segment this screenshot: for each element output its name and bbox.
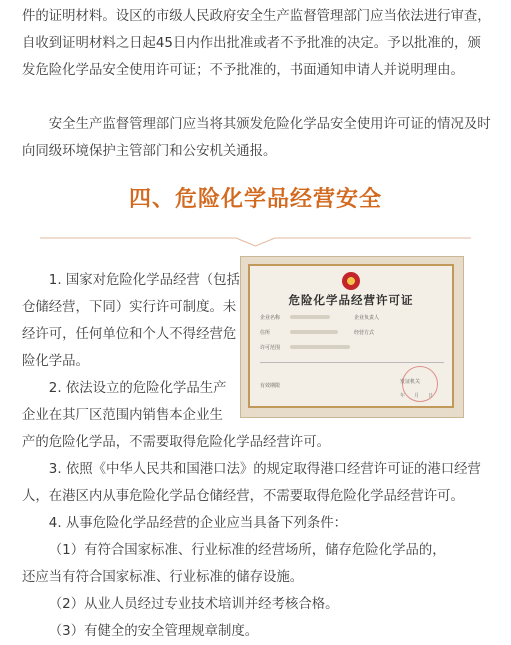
cert-year: 年	[400, 393, 406, 399]
item-1: 1. 国家对危险化学品经营（包括仓储经营，下同）实行许可制度。未经许可，任何单位和个人不得经营危险化学品。	[22, 273, 240, 369]
cert-field-issuer: 发证机关	[400, 379, 421, 385]
cert-blurred-value	[290, 330, 338, 334]
item-2-tail: 产的危险化学品，不需要取得危险化学品经营许可。	[22, 435, 330, 450]
cert-rule	[260, 362, 444, 363]
national-emblem-icon	[342, 272, 360, 290]
item-2-head: 2. 依法设立的危险化学品生产	[48, 381, 227, 396]
cert-field-head: 企业负责人	[354, 315, 380, 321]
official-seal-icon	[402, 366, 438, 402]
certificate-image	[248, 264, 454, 408]
section-title: 四、危险化学品经营安全	[128, 187, 382, 212]
cert-field-scope: 许可范围	[260, 345, 281, 351]
title-divider	[40, 236, 471, 248]
condition-2: （2）从业人员经过专业技术培训并经考核合格。	[48, 597, 339, 612]
condition-1-cont: 还应当有符合国家标准、行业标准的储存设施。	[22, 570, 304, 585]
certificate-title: 危险化学品经营许可证	[288, 293, 414, 307]
intro-paragraph-2: 安全生产监督管理部门应当将其颁发危险化学品安全使用许可证的情况及时向同级环境保护主管部门和公安机关通报。	[22, 117, 491, 159]
condition-3: （3）有健全的安全管理规章制度。	[48, 624, 259, 639]
item-3: 3. 依照《中华人民共和国港口法》的规定取得港口经营许可证的港口经营人，在港区内从事危险化学品仓储经营，不需要取得危险化学品经营许可。	[22, 462, 481, 504]
cert-day: 日	[428, 393, 434, 399]
condition-1: （1）有符合国家标准、行业标准的经营场所，储存危险化学品的，	[48, 543, 446, 558]
cert-blurred-value	[290, 345, 350, 349]
cert-field-address: 住所	[260, 330, 271, 336]
item-2-line2: 企业在其厂区范围内销售本企业生	[22, 408, 223, 423]
cert-field-name: 企业名称	[260, 315, 281, 321]
intro-paragraph-1: 件的证明材料。设区的市级人民政府安全生产监督管理部门应当依法进行审查，自收到证明材料之日起45日内作出批准或者不予批准的决定。予以批准的，颁发危险化学品安全使用许可证；不予批准的，书面通知申请人并说明理由。	[22, 9, 491, 78]
cert-field-mode: 经营方式	[354, 330, 375, 336]
cert-field-validity: 有效期限	[260, 383, 281, 389]
cert-month: 月	[414, 393, 420, 399]
cert-blurred-value	[290, 315, 330, 319]
item-4: 4. 从事危险化学品经营的企业应当具备下列条件：	[48, 516, 348, 531]
